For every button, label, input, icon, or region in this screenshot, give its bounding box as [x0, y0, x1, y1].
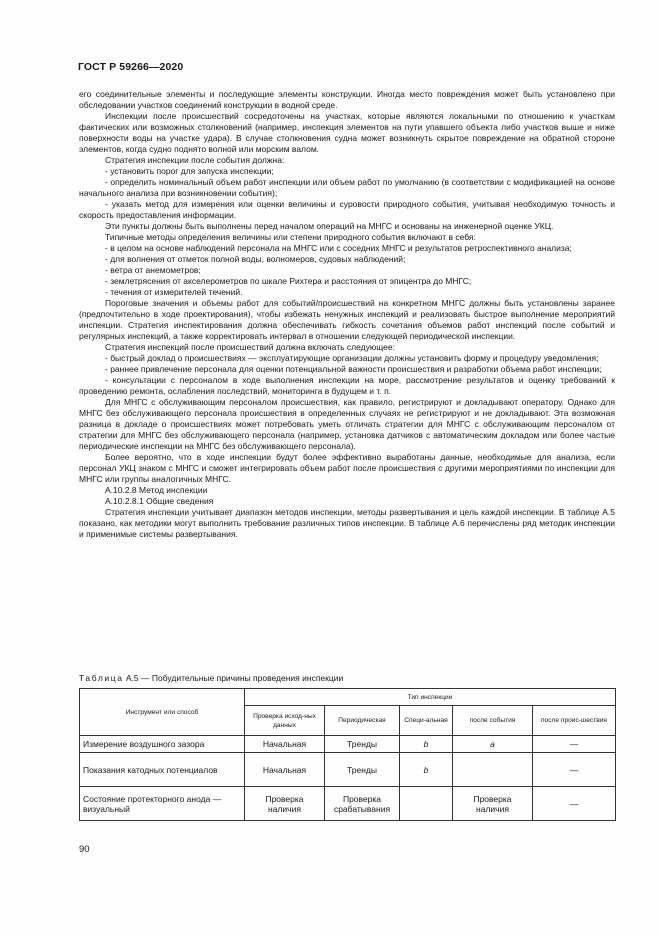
cell-after-incident: — — [533, 753, 616, 787]
paragraph: - в целом на основе наблюдений персонала на МНГС или с соседних МНГС и результатов ретроспективного анализа; — [105, 243, 572, 253]
body-text — [79, 89, 615, 540]
paragraph: - определить номинальный объем работ инспекции или объем работ по умолчанию (в соответствии с модификацией на основе начального анализа при возникновении события); — [79, 177, 615, 198]
paragraph: Стратегия инспекции после события должна: — [105, 155, 285, 165]
cell-after-event — [453, 753, 533, 787]
sub-header-after-incident: после проис-шествия — [533, 706, 616, 736]
row-instrument: Показания катодных потенциалов — [80, 753, 245, 787]
row-instrument: Состояние протекторного анода — визуальный — [80, 787, 245, 821]
table-caption — [79, 673, 343, 683]
cell-special: b — [400, 753, 453, 787]
paragraph: - землетрясения от акселерометров по шкале Рихтера и расстояния от эпицентра до МНГС; — [105, 276, 472, 286]
cell-baseline: Проверка наличия — [245, 787, 325, 821]
cell-periodic: Тренды — [325, 753, 400, 787]
col-header-inspection-type: Тип инспекции — [245, 689, 616, 706]
paragraph: Стратегия инспекции учитывает диапазон методов инспекции, методы развертывания и цель каждой инспекции. В таблице А.5 показано, как методики могут выполнить требование различных типов инспекции. В таблице А.6 перечислены ряд методик инспекции и применимые системы развертывания. — [79, 507, 615, 539]
cell-special: b — [400, 736, 453, 753]
paragraph: Инспекции после происшествий сосредоточены на участках, которые являются локальными по отношению к участкам фактических или возможных столкновений (например, инспекция элементов на пути упавшего объекта либо участков выше и ниже поверхности воды на участке удара). В случае столкновения судна может возникнуть скрытое повреждение на обратной стороне элементов, когда судно поднято волной или морским валом. — [79, 111, 615, 154]
sub-header-baseline: Проверка исход-ных данных — [245, 706, 325, 736]
table-row — [80, 753, 616, 787]
sub-header-special: Специ-альная — [400, 706, 453, 736]
paragraph: - указать метод для измерения или оценки величины и суровости природного события, учитывая необходимую точность и скорость предоставления информации. — [79, 199, 615, 220]
paragraph: А.10.2.8.1 Общие сведения — [105, 496, 214, 506]
inspection-table — [79, 688, 616, 821]
cell-baseline: Начальная — [245, 753, 325, 787]
cell-after-event: Проверка наличия — [453, 787, 533, 821]
paragraph: Типичные методы определения величины или степени природного события включают в себя: — [105, 232, 476, 242]
sub-header-periodic: Периодическая — [325, 706, 400, 736]
cell-periodic: Проверка срабатывания — [325, 787, 400, 821]
paragraph: Для МНГС с обслуживающим персоналом происшествия, как правило, регистрируют и докладывают оператору. Однако для МНГС без обслуживающего персонала происшествия в определенных случаях не регистрируют и не докладывают. Эта возможная разница в докладе о происшествиях может потребовать уметь отличать стратегии для МНГС с обслуживающим персоналом от стратегии для МНГС без обслуживающего персонала (например, установка датчиков с автоматическим докладом или более частые периодические инспекции на МНГС без обслуживающего персонала). — [79, 397, 615, 451]
paragraph: Пороговые значения и объемы работ для событий/происшествий на конкретном МНГС должны быть установлены заранее (предпочтительно в ходе проектирования), чтобы избежать ненужных инспекций и реализовать быстрое выполнение мероприятий инспекции. Стратегия инспектирования должна обеспечивать гибкость сочетания объемов работ инспекций после событий и регулярных инспекций, а также корректировать интервал в отношении следующей периодической инспекции. — [79, 298, 615, 341]
page-number: 90 — [79, 844, 90, 855]
paragraph: - течения от измерителей течений. — [105, 287, 243, 297]
cell-periodic: Тренды — [325, 736, 400, 753]
paragraph: - для волнения от отметок полной воды, волномеров, судовых наблюдений; — [105, 254, 406, 264]
paragraph: - консультации с персоналом в ходе выполнения инспекции на море, рассмотрение результатов и оценку требований к проведению ремонта, ослабления последствий, мониторинга в будущем и т. п. — [79, 375, 615, 396]
cell-after-event: a — [453, 736, 533, 753]
table-row — [80, 736, 616, 753]
cell-after-incident: — — [533, 736, 616, 753]
paragraph: - раннее привлечение персонала для оценки потенциальной важности происшествия и разработки объема работ инспекции; — [105, 364, 602, 374]
cell-baseline: Начальная — [245, 736, 325, 753]
paragraph: Более вероятно, что в ходе инспекции будут более эффективно выработаны данные, необходимые для анализа, если персонал УКЦ знаком с МНГС и сможет интегрировать объем работ после происшествия с другими мероприятиями по инспекции для МНГС или группы аналогичных МНГС. — [79, 452, 615, 484]
paragraph: - ветра от анемометров; — [105, 265, 201, 275]
sub-header-after-event: после события — [453, 706, 533, 736]
paragraph: Стратегия инспекций после происшествий должна включать следующее: — [105, 342, 395, 352]
paragraph: - установить порог для запуска инспекции; — [105, 166, 274, 176]
paragraph: А.10.2.8 Метод инспекции — [105, 485, 208, 495]
table-row — [80, 787, 616, 821]
table-caption-text: А.5 — Побудительные причины проведения инспекции — [125, 673, 344, 683]
cell-after-incident: — — [533, 787, 616, 821]
col-header-instrument: Инструмент или способ — [80, 689, 245, 736]
paragraph: его соединительные элементы и последующие элементы конструкции. Иногда место повреждения может быть установлено при обследовании участков соединений конструкции в водной среде. — [79, 89, 615, 110]
document-header: ГОСТ Р 59266—2020 — [78, 61, 184, 73]
paragraph: Эти пункты должны быть выполнены перед началом операций на МНГС и основаны на инженерной оценке УКЦ. — [105, 221, 554, 231]
paragraph: - быстрый доклад о происшествиях — эксплуатирующие организации должны установить форму и процедуру уведомления; — [105, 353, 599, 363]
table-caption-prefix: Таблица — [79, 673, 124, 683]
row-instrument: Измерение воздушного зазора — [80, 736, 245, 753]
cell-special — [400, 787, 453, 821]
